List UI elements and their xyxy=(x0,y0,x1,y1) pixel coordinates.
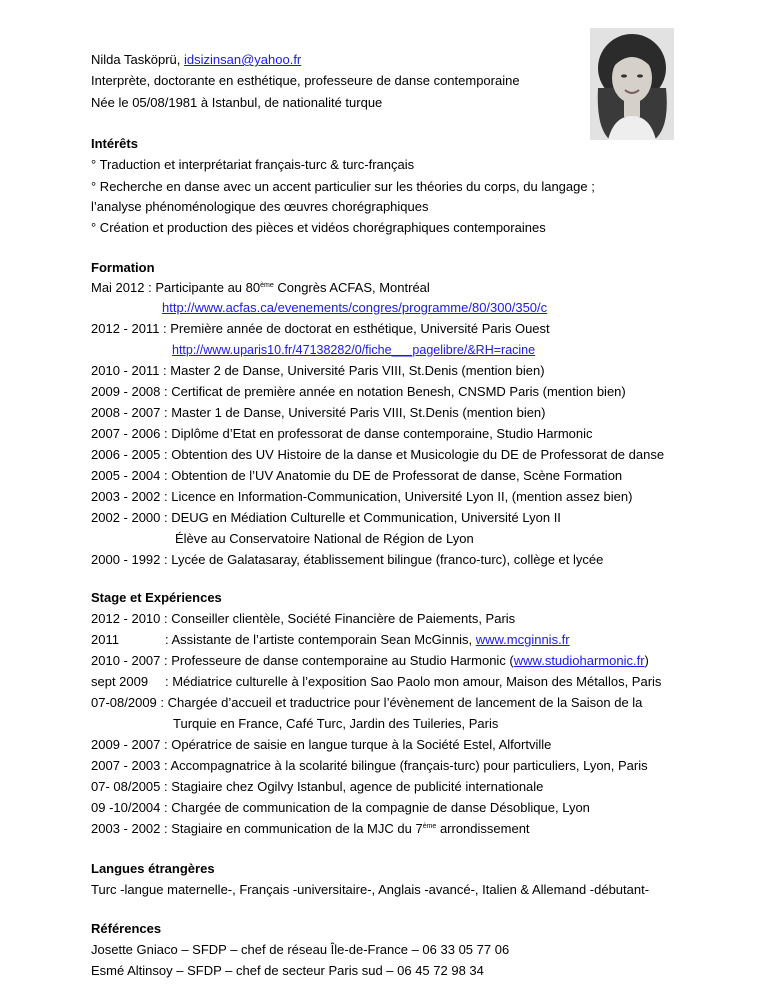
profile-photo xyxy=(590,28,674,140)
stage-item xyxy=(91,632,570,648)
stage-item xyxy=(91,821,530,837)
portrait-image xyxy=(590,28,674,140)
acfas-link[interactable]: http://www.acfas.ca/evenements/congres/programme/80/300/350/c xyxy=(162,300,548,315)
formation-item: 2006 - 2005 : Obtention des UV Histoire de la danse et Musicologie du DE de Professorat de danse xyxy=(91,447,665,462)
stage-item: 2012 - 2010 : Conseiller clientèle, Société Financière de Paiements, Paris xyxy=(91,611,516,626)
formation-item: 2005 - 2004 : Obtention de l’UV Anatomie du DE de Professorat de danse, Scène Formation xyxy=(91,468,623,483)
email-link[interactable]: idsizinsan@yahoo.fr xyxy=(184,52,302,67)
acfas-sup: ème xyxy=(260,282,274,289)
stage-date: sept 2009 xyxy=(91,674,149,689)
stage-sup: ème xyxy=(422,823,437,830)
uparis-link-row xyxy=(172,342,535,358)
stage-item: 07-08/2009 : Chargée d’accueil et traductrice pour l’évènement de lancement de la Saison de la xyxy=(91,695,643,710)
acfas-suffix: Congrès ACFAS, Montréal xyxy=(273,280,430,295)
references-heading: Références xyxy=(91,921,162,936)
stage-text: : Médiatrice culturelle à l’exposition Sao Paolo mon amour, Maison des Métallos, Paris xyxy=(165,674,662,689)
acfas-text: Mai 2012 : Participante au 80 xyxy=(91,280,261,295)
mcginnis-link[interactable]: www.mcginnis.fr xyxy=(475,632,570,647)
formation-item: 2002 - 2000 : DEUG en Médiation Culturelle et Communication, Université Lyon II xyxy=(91,510,561,525)
stage-text: 2010 - 2007 : Professeure de danse contemporaine au Studio Harmonic ( xyxy=(91,653,514,668)
studioharmonic-link[interactable]: www.studioharmonic.fr xyxy=(513,653,645,668)
stage-item xyxy=(91,653,649,669)
header-title: Interprète, doctorante en esthétique, professeure de danse contemporaine xyxy=(91,73,520,88)
header-birth: Née le 05/08/1981 à Istanbul, de nationalité turque xyxy=(91,95,383,110)
formation-item: Élève au Conservatoire National de Région de Lyon xyxy=(175,531,474,546)
acfas-link-row xyxy=(162,300,547,316)
stage-item: 2007 - 2003 : Accompagnatrice à la scolarité bilingue (français-turc) pour particuliers, Lyon, Paris xyxy=(91,758,648,773)
formation-item: 2000 - 1992 : Lycée de Galatasaray, établissement bilingue (franco-turc), collège et lycée xyxy=(91,552,604,567)
stage-text-end: ) xyxy=(644,653,649,668)
interets-item: ° Traduction et interprétariat français-turc & turc-français xyxy=(91,157,415,172)
stage-item xyxy=(91,674,661,690)
stage-item: 07- 08/2005 : Stagiaire chez Ogilvy Istanbul, agence de publicité internationale xyxy=(91,779,544,794)
formation-item: 2010 - 2011 : Master 2 de Danse, Université Paris VIII, St.Denis (mention bien) xyxy=(91,363,545,378)
formation-item: 2008 - 2007 : Master 1 de Danse, Université Paris VIII, St.Denis (mention bien) xyxy=(91,405,546,420)
formation-acfas xyxy=(91,280,430,296)
langues-text: Turc -langue maternelle-, Français -universitaire-, Anglais -avancé-, Italien & Allemand -débutant- xyxy=(91,882,650,897)
header-name-line xyxy=(91,52,301,68)
stage-item: Turquie en France, Café Turc, Jardin des Tuileries, Paris xyxy=(173,716,499,731)
uparis-link[interactable]: http://www.uparis10.fr/47138282/0/fiche___pagelibre/&RH=racine xyxy=(172,343,536,357)
formation-item: 2007 - 2006 : Diplôme d’Etat en professorat de danse contemporaine, Studio Harmonic xyxy=(91,426,593,441)
formation-heading: Formation xyxy=(91,260,155,275)
interets-item: ° Création et production des pièces et vidéos chorégraphiques contemporaines xyxy=(91,220,546,235)
interets-item: l’analyse phénoménologique des œuvres chorégraphiques xyxy=(91,199,429,214)
stage-text: 2003 - 2002 : Stagiaire en communication de la MJC du 7 xyxy=(91,821,423,836)
formation-item: 2012 - 2011 : Première année de doctorat en esthétique, Université Paris Ouest xyxy=(91,321,550,336)
interets-item: ° Recherche en danse avec un accent particulier sur les théories du corps, du langage ; xyxy=(91,179,595,194)
stage-item: 09 -10/2004 : Chargée de communication de la compagnie de danse Désoblique, Lyon xyxy=(91,800,590,815)
stage-text: arrondissement xyxy=(436,821,530,836)
stage-item: 2009 - 2007 : Opératrice de saisie en langue turque à la Société Estel, Alfortville xyxy=(91,737,552,752)
stage-date: 2011 xyxy=(91,632,119,647)
reference-item: Esmé Altinsoy – SFDP – chef de secteur Paris sud – 06 45 72 98 34 xyxy=(91,963,484,978)
stage-text: : Assistante de l’artiste contemporain Sean McGinnis, xyxy=(165,632,476,647)
reference-item: Josette Gniaco – SFDP – chef de réseau Île-de-France – 06 33 05 77 06 xyxy=(91,942,510,957)
formation-item: 2009 - 2008 : Certificat de première année en notation Benesh, CNSMD Paris (mention bien) xyxy=(91,384,626,399)
formation-item: 2003 - 2002 : Licence en Information-Communication, Université Lyon II, (mention assez bien) xyxy=(91,489,633,504)
langues-heading: Langues étrangères xyxy=(91,861,215,876)
name: Nilda Tasköprü, xyxy=(91,52,181,67)
stage-heading: Stage et Expériences xyxy=(91,590,222,605)
interets-heading: Intérêts xyxy=(91,136,138,151)
